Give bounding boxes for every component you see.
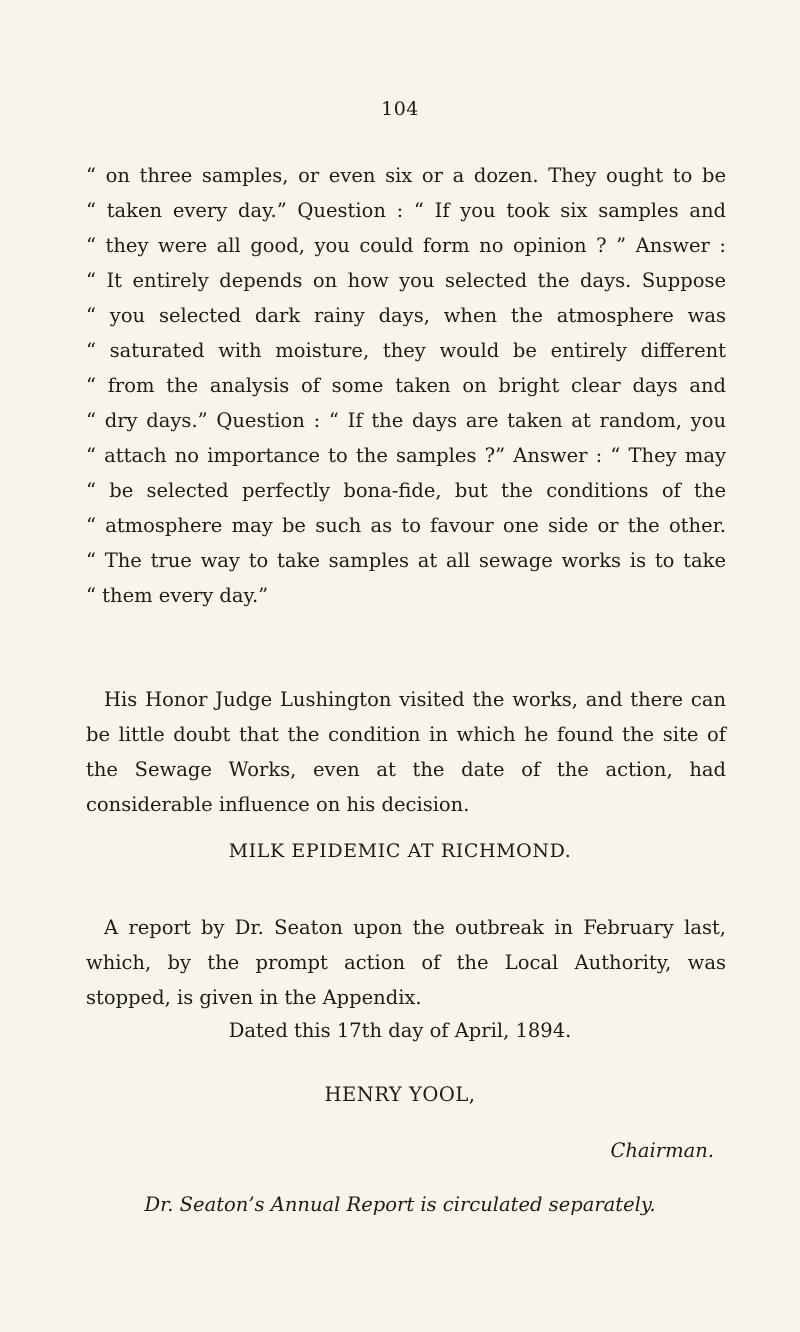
quote-line: “ you selected dark rainy days, when the atmosphere was — [86, 304, 726, 327]
signatory-title: Chairman. — [610, 1139, 714, 1162]
quoted-testimony — [86, 158, 726, 613]
quote-line: “ be selected perfectly bona-fide, but the conditions of the — [86, 479, 726, 502]
quote-line: “ from the analysis of some taken on bright clear days and — [86, 374, 726, 397]
dated-line: Dated this 17th day of April, 1894. — [228, 1019, 572, 1042]
report-paragraph: A report by Dr. Seaton upon the outbreak in February last, which, by the prompt action of the Local Authority, was stopped, is given in the Appendix. — [86, 915, 726, 1009]
quote-line: “ attach no importance to the samples ?” Answer : “ They may — [86, 444, 726, 467]
page-number: 104 — [381, 98, 419, 120]
signatory-name: HENRY YOOL, — [324, 1083, 476, 1106]
quote-line: “ taken every day.” Question : “ If you took six samples and — [86, 199, 726, 222]
lushington-paragraph: His Honor Judge Lushington visited the works, and there can be little doubt that the condition in which he found the site of the Sewage Works, even at the date of the action, had considerable influence on his decision. — [86, 687, 726, 816]
quote-line: “ It entirely depends on how you selected the days. Suppose — [86, 269, 726, 292]
quote-line: “ saturated with moisture, they would be entirely different — [86, 339, 726, 362]
quote-line: “ they were all good, you could form no opinion ? ” Answer : — [86, 234, 726, 257]
quote-line: “ them every day.” — [86, 584, 269, 607]
quote-line: “ The true way to take samples at all sewage works is to take — [86, 549, 726, 572]
section-heading: MILK EPIDEMIC AT RICHMOND. — [228, 840, 572, 862]
footnote: Dr. Seaton’s Annual Report is circulated separately. — [144, 1193, 656, 1216]
quote-line: “ on three samples, or even six or a dozen. They ought to be — [86, 164, 726, 187]
quote-line: “ atmosphere may be such as to favour one side or the other. — [86, 514, 726, 537]
quote-line: “ dry days.” Question : “ If the days are taken at random, you — [86, 409, 726, 432]
